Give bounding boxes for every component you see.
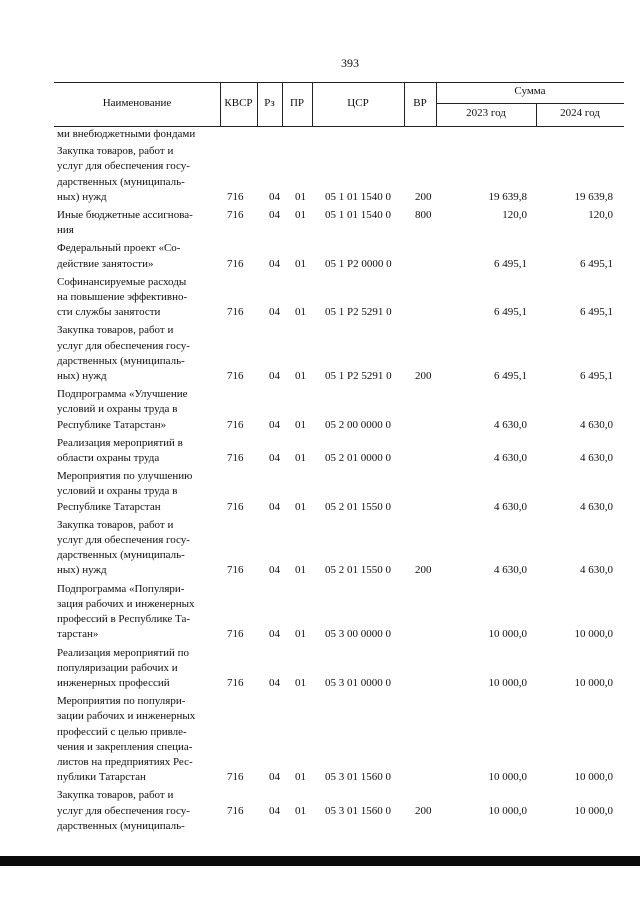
header-sum: Сумма <box>514 85 546 97</box>
row-kvsr: 716 <box>227 418 244 431</box>
row-sum-2023: 10 000,0 <box>488 628 527 641</box>
header-csr: ЦСР <box>347 97 369 109</box>
row-name: Мероприятия по популяри- зации рабочих и инженерных профессий с целью привле- чения и закрепления специа- листов на предприятиях Рес- публики Татарстан <box>57 695 196 784</box>
page-number: 393 <box>341 56 359 70</box>
row-sum-2023: 10 000,0 <box>488 804 527 817</box>
row-csr: 05 2 01 0000 0 <box>325 452 391 465</box>
row-pr: 01 <box>295 771 306 784</box>
table-row <box>57 241 627 271</box>
row-pr: 01 <box>295 209 306 222</box>
header-year-2023: 2023 год <box>466 107 506 119</box>
row-name: Закупка товаров, работ и услуг для обеспечения госу- дарственных (муниципаль- ных) нужд <box>57 145 190 203</box>
header-rz: Рз <box>264 97 275 109</box>
row-rz: 04 <box>269 500 280 513</box>
row-rz: 04 <box>269 418 280 431</box>
row-kvsr: 716 <box>227 209 244 222</box>
row-sum-2023: 4 630,0 <box>494 452 527 465</box>
row-kvsr: 716 <box>227 452 244 465</box>
table-row <box>57 127 627 142</box>
row-sum-2023: 120,0 <box>502 209 527 222</box>
row-kvsr: 716 <box>227 370 244 383</box>
row-kvsr: 716 <box>227 628 244 641</box>
row-name: Подпрограмма «Улучшение условий и охраны труда в Республике Татарстан» <box>57 388 188 431</box>
row-csr: 05 3 01 1560 0 <box>325 771 391 784</box>
row-rz: 04 <box>269 676 280 689</box>
row-rz: 04 <box>269 628 280 641</box>
row-pr: 01 <box>295 676 306 689</box>
row-rz: 04 <box>269 190 280 203</box>
row-vr: 800 <box>415 209 432 222</box>
row-sum-2023: 6 495,1 <box>494 306 527 319</box>
row-sum-2024: 6 495,1 <box>580 370 613 383</box>
table-row <box>57 144 627 205</box>
row-sum-2024: 4 630,0 <box>580 500 613 513</box>
row-csr: 05 3 00 0000 0 <box>325 628 391 641</box>
row-sum-2023: 4 630,0 <box>494 564 527 577</box>
header-kvsr: КВСР <box>224 97 253 109</box>
row-name: Реализация мероприятий в области охраны труда <box>57 436 183 465</box>
table-body <box>57 127 627 837</box>
row-rz: 04 <box>269 804 280 817</box>
header-year-2024: 2024 год <box>560 107 600 119</box>
table-header <box>54 82 624 127</box>
row-name: Мероприятия по улучшению условий и охраны труда в Республике Татарстан <box>57 470 193 513</box>
row-vr: 200 <box>415 804 432 817</box>
row-kvsr: 716 <box>227 676 244 689</box>
table-row <box>57 387 627 433</box>
row-pr: 01 <box>295 190 306 203</box>
row-rz: 04 <box>269 771 280 784</box>
row-sum-2023: 6 495,1 <box>494 257 527 270</box>
row-kvsr: 716 <box>227 771 244 784</box>
row-kvsr: 716 <box>227 804 244 817</box>
table-row <box>57 208 627 238</box>
row-name: Закупка товаров, работ и услуг для обеспечения госу- дарственных (муниципаль- ных) нужд <box>57 518 190 577</box>
row-name: Закупка товаров, работ и услуг для обеспечения госу- дарственных (муниципаль- ных) нужд <box>57 324 190 383</box>
row-pr: 01 <box>295 452 306 465</box>
row-sum-2024: 120,0 <box>588 209 613 222</box>
table-row <box>57 436 627 466</box>
row-rz: 04 <box>269 370 280 383</box>
row-csr: 05 2 00 0000 0 <box>325 418 391 431</box>
row-sum-2024: 19 639,8 <box>574 190 613 203</box>
row-divider <box>436 103 624 104</box>
row-vr: 200 <box>415 564 432 577</box>
row-name: Софинансируемые расходы на повышение эффективно- сти службы занятости <box>57 275 188 319</box>
row-csr: 05 1 P2 0000 0 <box>325 257 392 270</box>
row-rz: 04 <box>269 306 280 319</box>
row-sum-2023: 10 000,0 <box>488 676 527 689</box>
row-name: Закупка товаров, работ и услуг для обеспечения госу- дарственных (муниципаль- <box>57 789 190 832</box>
row-vr: 200 <box>415 370 432 383</box>
row-csr: 05 3 01 0000 0 <box>325 676 391 689</box>
row-pr: 01 <box>295 564 306 577</box>
scan-border-bar <box>0 856 640 866</box>
row-pr: 01 <box>295 628 306 641</box>
row-pr: 01 <box>295 306 306 319</box>
row-sum-2024: 10 000,0 <box>574 771 613 784</box>
row-rz: 04 <box>269 257 280 270</box>
table-row <box>57 646 627 692</box>
table-row <box>57 518 627 579</box>
header-name: Наименование <box>102 97 172 109</box>
row-sum-2023: 4 630,0 <box>494 418 527 431</box>
table-row <box>57 469 627 515</box>
row-rz: 04 <box>269 209 280 222</box>
table-row <box>57 275 627 321</box>
row-rz: 04 <box>269 452 280 465</box>
row-sum-2023: 4 630,0 <box>494 500 527 513</box>
row-pr: 01 <box>295 257 306 270</box>
row-name: Иные бюджетные ассигнова- ния <box>57 209 193 237</box>
row-kvsr: 716 <box>227 564 244 577</box>
row-sum-2024: 10 000,0 <box>574 676 613 689</box>
row-kvsr: 716 <box>227 190 244 203</box>
row-kvsr: 716 <box>227 257 244 270</box>
header-vr: ВР <box>413 97 427 109</box>
row-sum-2023: 6 495,1 <box>494 370 527 383</box>
row-sum-2023: 10 000,0 <box>488 771 527 784</box>
row-name: ми внебюджетными фондами <box>57 128 196 140</box>
row-kvsr: 716 <box>227 500 244 513</box>
header-pr: ПР <box>289 97 305 109</box>
row-pr: 01 <box>295 500 306 513</box>
row-sum-2024: 4 630,0 <box>580 418 613 431</box>
row-csr: 05 1 01 1540 0 <box>325 209 391 222</box>
row-pr: 01 <box>295 370 306 383</box>
row-csr: 05 1 P2 5291 0 <box>325 370 392 383</box>
row-sum-2024: 4 630,0 <box>580 452 613 465</box>
row-name: Реализация мероприятий по популяризации рабочих и инженерных профессий <box>57 646 190 689</box>
row-kvsr: 716 <box>227 306 244 319</box>
row-pr: 01 <box>295 418 306 431</box>
row-name: Подпрограмма «Популяри- зация рабочих и инженерных профессий в Республике Та- тарстан» <box>57 582 195 641</box>
row-sum-2024: 6 495,1 <box>580 306 613 319</box>
row-sum-2024: 10 000,0 <box>574 628 613 641</box>
row-sum-2023: 19 639,8 <box>488 190 527 203</box>
table-row <box>57 694 627 785</box>
row-vr: 200 <box>415 190 432 203</box>
row-name: Федеральный проект «Со- действие занятости» <box>57 242 181 270</box>
row-csr: 05 2 01 1550 0 <box>325 564 391 577</box>
row-sum-2024: 10 000,0 <box>574 804 613 817</box>
row-csr: 05 1 01 1540 0 <box>325 190 391 203</box>
row-pr: 01 <box>295 804 306 817</box>
row-sum-2024: 6 495,1 <box>580 257 613 270</box>
table-row <box>57 323 627 384</box>
table-row <box>57 788 627 834</box>
row-csr: 05 3 01 1560 0 <box>325 804 391 817</box>
row-rz: 04 <box>269 564 280 577</box>
row-csr: 05 2 01 1550 0 <box>325 500 391 513</box>
row-sum-2024: 4 630,0 <box>580 564 613 577</box>
row-csr: 05 1 P2 5291 0 <box>325 306 392 319</box>
table-row <box>57 582 627 643</box>
